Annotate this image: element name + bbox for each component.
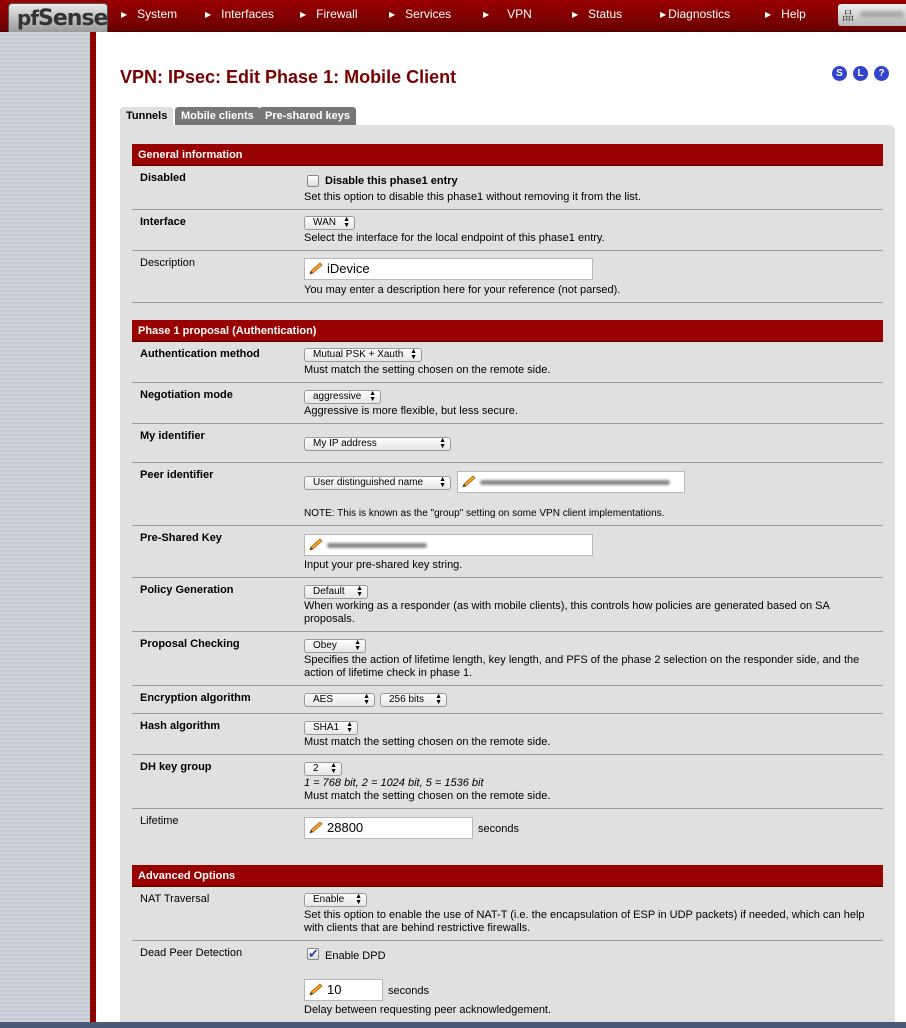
left-sidebar [0,32,95,1022]
page-title: VPN: IPsec: Edit Phase 1: Mobile Client [120,67,457,87]
pencil-icon [308,821,324,835]
interface-label: Interface [140,216,186,228]
lifetime-unit: seconds [478,823,519,835]
pencil-icon [461,475,477,489]
arrow-right-icon: ▶ [660,10,667,19]
select-arrows-icon: ▲ ▼ [363,693,370,706]
top-nav [0,0,906,32]
interface-select[interactable]: WAN ▲ ▼ [304,216,355,230]
dh-key-group-label: DH key group [140,761,212,773]
hash-algorithm-select[interactable]: SHA1 ▲ ▼ [304,721,358,735]
nav-help[interactable]: ▶ Help [765,7,806,21]
pencil-icon [308,983,324,997]
row-divider [132,685,883,686]
dpd-delay-input[interactable]: 10 [304,979,383,1001]
row-divider [132,577,883,578]
dh-key-group-help: 1 = 768 bit, 2 = 1024 bit, 5 = 1536 bit [304,777,484,789]
row-divider [132,462,883,463]
row-divider [132,423,883,424]
auth-method-label: Authentication method [140,348,260,360]
dh-key-group-select[interactable]: 2 ▲ ▼ [304,762,342,776]
arrow-right-icon: ▶ [483,10,490,19]
policy-generation-select[interactable]: Default ▲ ▼ [304,585,368,599]
arrow-right-icon: ▶ [121,10,128,19]
arrow-right-icon: ▶ [300,10,307,19]
disable-phase1-checkbox-label: Disable this phase1 entry [325,175,458,187]
arrow-right-icon: ▶ [389,10,396,19]
select-arrows-icon: ▲ ▼ [330,762,337,775]
redacted-text [327,543,427,548]
arrow-right-icon: ▶ [205,10,212,19]
peer-identifier-label: Peer identifier [140,469,214,481]
hash-algorithm-help: Must match the setting chosen on the remote side. [304,736,551,748]
peer-identifier-select[interactable]: User distinguished name ▲ ▼ [304,476,451,490]
redacted-text [480,480,670,485]
dpd-delay-help: Delay between requesting peer acknowledgement. [304,1004,552,1016]
log-shortcut-icon[interactable]: L [853,66,868,81]
section-general-information: General information [132,144,883,166]
description-help: You may enter a description here for your reference (not parsed). [304,284,621,296]
select-arrows-icon: ▲ ▼ [410,348,417,361]
row-divider [132,713,883,714]
pfsense-logo[interactable]: pfSense [8,3,108,33]
key-length-select[interactable]: 256 bits ▲ ▼ [380,693,447,707]
peer-identifier-note: NOTE: This is known as the "group" setting on some VPN client implementations. [304,508,665,519]
dpd-delay-unit: seconds [388,985,429,997]
select-arrows-icon: ▲ ▼ [435,693,442,706]
arrow-right-icon: ▶ [572,10,579,19]
description-label: Description [140,257,196,269]
nav-services[interactable]: ▶ Services [389,7,452,21]
nav-diagnostics[interactable]: ▶ Diagnostics [660,7,731,21]
description-input[interactable]: iDevice [304,258,593,280]
select-arrows-icon: ▲ ▼ [356,585,363,598]
arrow-right-icon: ▶ [765,10,772,19]
policy-generation-label: Policy Generation [140,584,234,596]
hostname-redacted [860,11,904,18]
row-divider [132,754,883,755]
interface-help: Select the interface for the local endpoint of this phase1 entry. [304,232,605,244]
row-divider [132,940,883,941]
negotiation-mode-help: Aggressive is more flexible, but less secure. [304,405,518,417]
auth-method-select[interactable]: Mutual PSK + Xauth ▲ ▼ [304,348,422,362]
pre-shared-key-help: Input your pre-shared key string. [304,559,463,571]
network-icon: 品 [842,9,855,23]
help-icon[interactable]: ? [874,66,889,81]
enable-dpd-checkbox[interactable] [307,948,319,960]
select-arrows-icon: ▲ ▼ [346,721,353,734]
negotiation-mode-label: Negotiation mode [140,389,233,401]
row-divider [132,382,883,383]
negotiation-mode-select[interactable]: aggressive ▲ ▼ [304,390,381,404]
row-divider [132,631,883,632]
section-advanced-options: Advanced Options [132,865,883,887]
tab-mobile-clients[interactable]: Mobile clients [175,107,260,126]
section-phase1-proposal: Phase 1 proposal (Authentication) [132,320,883,342]
select-arrows-icon: ▲ ▼ [343,216,350,229]
nav-firewall[interactable]: ▶ Firewall [300,7,358,21]
tab-tunnels[interactable]: Tunnels [120,107,173,126]
peer-identifier-input[interactable] [457,471,685,493]
nat-traversal-help-2: with clients that are behind restrictive firewalls. [304,922,531,934]
window-bottom-edge [0,1022,906,1028]
tab-pre-shared-keys[interactable]: Pre-shared keys [259,107,356,126]
nat-traversal-label: NAT Traversal [140,893,210,905]
proposal-checking-select[interactable]: Obey ▲ ▼ [304,639,366,653]
row-divider [132,209,883,210]
disabled-help: Set this option to disable this phase1 without removing it from the list. [304,191,641,203]
row-divider [132,250,883,251]
row-divider [132,525,883,526]
nav-interfaces[interactable]: ▶ Interfaces [205,7,274,21]
status-shortcut-icon[interactable]: S [832,66,847,81]
encryption-algorithm-select[interactable]: AES ▲ ▼ [304,693,375,707]
disable-phase1-checkbox[interactable] [307,175,319,187]
policy-generation-help: When working as a responder (as with mobile clients), this controls how policies are generated based on SA [304,600,830,612]
pre-shared-key-input[interactable] [304,534,593,556]
hostname-box[interactable] [838,4,906,26]
nat-traversal-select[interactable]: Enable ▲ ▼ [304,893,367,907]
proposal-checking-help: Specifies the action of lifetime length, key length, and PFS of the phase 2 selection on the responder side, and the [304,654,860,666]
encryption-algorithm-label: Encryption algorithm [140,692,251,704]
policy-generation-help-2: proposals. [304,613,355,625]
proposal-checking-help-2: action of lifetime check in phase 1. [304,667,473,679]
row-divider [132,808,883,809]
pre-shared-key-label: Pre-Shared Key [140,532,222,544]
select-arrows-icon: ▲ ▼ [439,437,446,450]
select-arrows-icon: ▲ ▼ [355,893,362,906]
select-arrows-icon: ▲ ▼ [369,390,376,403]
my-identifier-label: My identifier [140,430,205,442]
nat-traversal-help: Set this option to enable the use of NAT-T (i.e. the encapsulation of ESP in UDP packets) if needed, which can help [304,909,865,921]
pencil-icon [308,538,324,552]
dead-peer-detection-label: Dead Peer Detection [140,947,243,959]
nav-vpn[interactable]: ▶ VPN [483,7,532,21]
my-identifier-select[interactable]: My IP address ▲ ▼ [304,437,451,451]
select-arrows-icon: ▲ ▼ [354,639,361,652]
row-divider [132,302,883,303]
disabled-label: Disabled [140,172,186,184]
hash-algorithm-label: Hash algorithm [140,720,221,732]
lifetime-input[interactable]: 28800 [304,817,473,839]
nav-system[interactable]: ▶ System [121,7,178,21]
auth-method-help: Must match the setting chosen on the remote side. [304,364,551,376]
select-arrows-icon: ▲ ▼ [439,476,446,489]
enable-dpd-label: Enable DPD [325,950,386,962]
proposal-checking-label: Proposal Checking [140,638,240,650]
lifetime-label: Lifetime [140,815,179,827]
pencil-icon [308,262,324,276]
nav-status[interactable]: ▶ Status [572,7,623,21]
dh-key-group-help-2: Must match the setting chosen on the remote side. [304,790,551,802]
